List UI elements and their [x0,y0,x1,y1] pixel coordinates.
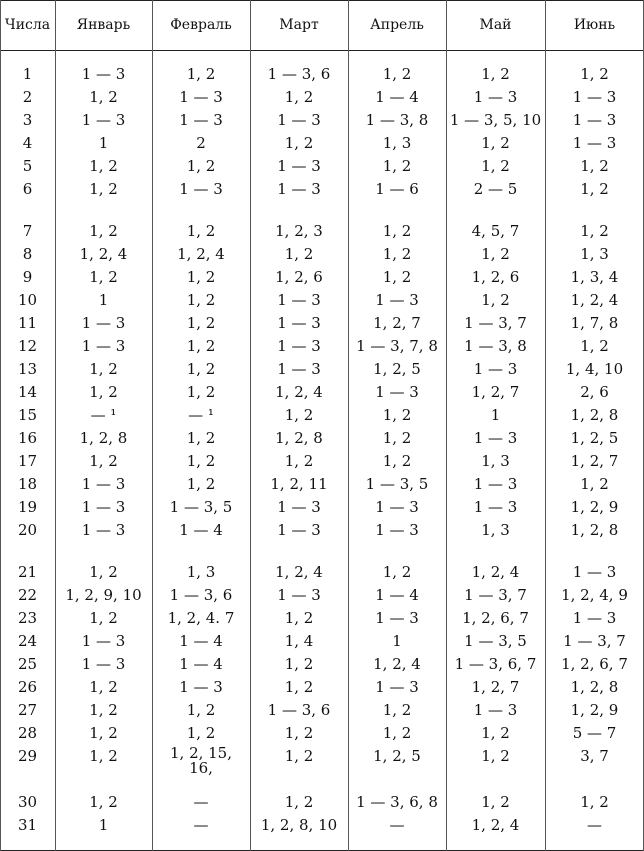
table-cell: 1, 2, 11 [270,474,328,493]
table-cell: 1, 2 [382,428,412,447]
table-cell: 1 — 3 [473,474,518,493]
table-cell: 1 — 3 [375,677,419,696]
table-cell: — ¹ [90,405,117,424]
table-row [0,583,644,606]
table-cell: 1, 2 [186,64,216,83]
table-cell: 1, 2 [186,336,216,355]
table-row [0,108,644,131]
table-cell: 1 — 3 [81,313,126,332]
table-cell: 1 — 3, 6 [169,585,233,604]
table-cell: 1, 2, 4 [177,244,225,263]
table-cell: 1 — 3 [572,608,617,627]
table-cell: 1, 2, 4 [373,654,421,673]
table-cell: 1, 2 [284,746,314,765]
table-cell: 1 — 3, 7 [563,631,626,650]
table-cell: — ¹ [188,405,214,424]
table-row [0,177,644,200]
table-cell: 1, 3 [580,244,609,263]
table-cell: 1 — 3, 6, 7 [454,654,537,673]
day-number-cell: 26 [17,677,38,696]
day-number-cell: 11 [17,313,38,332]
table-cell: 1 — 3 [81,520,126,539]
table-cell: 1 — 3, 6 [267,64,331,83]
table-cell: 1, 2 [89,608,118,627]
table-row [0,288,644,311]
table-cell: 2 [196,133,206,152]
table-cell: 1, 2 [481,723,510,742]
table-cell: 1, 2 [481,64,510,83]
table-cell: — [587,815,602,834]
table-cell: 1, 2 [284,244,314,263]
day-number-cell: 25 [17,654,38,673]
day-number-cell: 3 [22,110,33,129]
day-number-cell: 27 [17,700,38,719]
table-row [0,357,644,380]
table-cell: 1, 2 [284,451,314,470]
header-month-column: Май [479,17,512,33]
table-cell: 1, 2, 5 [373,746,421,765]
table-row [0,495,644,518]
table-cell: 1, 2, 8 [275,428,323,447]
table-cell: 1, 2 [89,562,118,581]
table-cell: 1, 2 [89,700,118,719]
table-cell: 5 — 7 [572,723,617,742]
table-cell: 1, 2, 8 [79,428,128,447]
table-cell: 2 — 5 [473,179,518,198]
day-number-cell: 7 [22,221,33,240]
table-row [0,675,644,698]
table-cell: 1 — 4 [179,631,223,650]
table-cell: 1, 2 [89,723,118,742]
day-number-cell: 28 [17,723,38,742]
table-row [0,242,644,265]
day-number-cell: 16 [17,428,38,447]
table-row [0,744,644,777]
table-cell: 1, 2 [89,451,118,470]
table-cell: 1 — 3, 8 [365,110,429,129]
table-cell: 1, 2 [89,359,118,378]
table-cell: 1 [392,631,402,650]
day-number-cell: 1 [22,64,33,83]
table-cell: 1, 2 [89,677,118,696]
day-number-cell: 19 [17,497,38,516]
table-cell: 1 — 3 [277,359,321,378]
table-cell: 1 [98,290,109,309]
table-cell: 1 — 4 [179,654,223,673]
table-cell: 1, 2, 8 [570,520,619,539]
table-cell: 1, 3, 4 [570,267,619,286]
table-cell: 1, 2 [186,221,216,240]
table-cell: 1, 4, 10 [565,359,624,378]
table-cell: 1 — 3 [572,110,617,129]
table-cell: 1, 2 [89,156,118,175]
table-cell: 1, 2 [284,723,314,742]
table-cell: 1, 2, 9 [570,700,619,719]
table-cell: 1 — 3 [375,382,419,401]
table-cell: 1 — 3 [81,64,126,83]
table-cell: 1, 2 [284,608,314,627]
table-cell: 1, 2 [186,382,216,401]
day-number-cell: 22 [17,585,38,604]
table-cell: 1, 2 [382,700,412,719]
table-row [0,449,644,472]
table-cell: 1, 2 [580,221,609,240]
table-cell: 1 — 3 [179,677,223,696]
header-month-column: Февраль [170,17,232,33]
day-number-cell: 8 [22,244,33,263]
table-cell: 1, 2, 8 [570,405,619,424]
table-cell: 1 — 3 [277,336,321,355]
table-cell: 1, 3 [481,520,510,539]
table-cell: 1, 2, 4 [570,290,619,309]
table-cell: 1, 2 [580,179,609,198]
table-cell: 1, 2 [481,746,510,765]
table-cell: 1, 2 [284,677,314,696]
table-cell: 1, 2, 6, 7 [462,608,529,627]
table-cell: 1, 3 [382,133,412,152]
table-cell: 1 [98,133,109,152]
table-row [0,62,644,85]
table-cell: 1 — 3, 5 [464,631,527,650]
table-cell: 1 — 3 [277,290,321,309]
table-cell: 1, 2, 7 [373,313,421,332]
table-cell: 1, 2 [284,133,314,152]
table-cell: 3, 7 [580,746,609,765]
table-cell: 1 [490,405,501,424]
table-cell: 1, 4 [284,631,314,650]
day-number-cell: 20 [17,520,38,539]
table-cell: 1, 2 [186,313,216,332]
table-cell: — [389,815,405,834]
table-cell: 1 — 3 [375,520,419,539]
table-cell: 1, 2 [89,87,118,106]
table-cell: 1, 2, 4, 9 [561,585,628,604]
day-number-cell: 18 [17,474,38,493]
day-number-cell: 24 [17,631,38,650]
day-number-cell: 17 [17,451,38,470]
day-number-cell: 6 [22,179,33,198]
table-cell: 1 — 4 [179,520,223,539]
table-cell: 1, 2, 8 [570,677,619,696]
table-row [0,311,644,334]
day-number-cell: 29 [17,746,38,765]
table-row [0,606,644,629]
table-cell: 1, 2 [382,221,412,240]
table-cell: 1, 2 [89,179,118,198]
table-cell: 1, 2 [382,156,412,175]
table-cell: 1, 2, 15, 16, [169,744,232,777]
table-cell: 1, 2 [382,723,412,742]
day-number-cell: 23 [17,608,38,627]
table-row [0,403,644,426]
table-cell: 1 — 3 [81,110,126,129]
table-cell: 1, 2 [284,87,314,106]
day-number-cell: 13 [17,359,38,378]
table-cell: 1 — 3 [375,290,419,309]
table-cell: 1 — 3 [277,110,321,129]
table-cell: 1 — 3, 7, 8 [356,336,438,355]
table-row [0,265,644,288]
table-cell: 1 — 3 [375,497,419,516]
table-cell: 1 — 3, 8 [464,336,527,355]
table-cell: 1, 2, 6 [275,267,323,286]
table-row [0,85,644,108]
table-cell: 1, 2 [382,562,412,581]
table-cell: 1 — 3 [81,631,126,650]
day-number-cell: 12 [17,336,38,355]
table-row [0,472,644,495]
day-number-cell: 14 [17,382,38,401]
table-cell: 1, 2 [580,156,609,175]
table-cell: 1 — 3, 5, 10 [449,110,542,129]
table-cell: 1, 2 [284,405,314,424]
table-cell: 1 — 3 [277,313,321,332]
table-cell: 1 — 3 [473,700,518,719]
table-cell: 1, 2, 7 [471,382,520,401]
table-cell: 1 — 3 [572,562,617,581]
table-row [0,219,644,242]
table-cell: 1 — 3, 6, 8 [356,792,438,811]
table-cell: 1, 2 [481,156,510,175]
table-cell: 1, 2 [382,405,412,424]
table-cell: 1, 2 [186,723,216,742]
day-number-cell: 9 [22,267,33,286]
table-cell: 1, 2 [580,474,609,493]
table-cell: 1 — 3 [81,474,126,493]
table-cell: 1, 2, 5 [373,359,421,378]
table-cell: 1, 2, 4 [275,382,323,401]
table-cell: 1 — 3 [81,654,126,673]
table-cell: 1, 2, 4 [471,815,520,834]
table-row [0,652,644,675]
day-number-cell: 10 [17,290,38,309]
table-cell: 1, 2 [186,267,216,286]
table-cell: 1, 2 [481,290,510,309]
table-cell: 1, 2 [186,451,216,470]
day-number-cell: 5 [22,156,33,175]
table-cell: 1, 2 [382,451,412,470]
table-row [0,380,644,403]
table-cell: 1 — 3 [179,110,223,129]
table-cell: 2, 6 [580,382,609,401]
table-row [0,334,644,357]
day-number-cell: 31 [17,815,38,834]
table-cell: 1, 2 [580,64,609,83]
table-cell: 1, 7, 8 [570,313,619,332]
table-cell: 1, 2, 3 [275,221,323,240]
table-cell: 1 — 3 [277,156,321,175]
table-cell: — [193,815,209,834]
table-row [0,518,644,541]
table-cell: 1 — 3 [473,428,518,447]
table-cell: 1, 2 [382,244,412,263]
table-cell: 1, 2 [186,290,216,309]
day-number-cell: 30 [17,792,38,811]
header-day-column: Числа [4,17,51,33]
day-number-cell: 2 [22,87,33,106]
table-cell: 1, 2, 6 [471,267,520,286]
table-cell: 1, 2 [89,221,118,240]
table-cell: 1, 2, 8, 10 [260,815,338,834]
table-cell: 1 — 3 [277,585,321,604]
table-row [0,790,644,813]
header-month-column: Январь [76,17,131,33]
table-cell: 1, 2, 4 [471,562,520,581]
table-cell: 1 — 3, 5 [169,497,233,516]
table-cell: 1, 2 [382,267,412,286]
table-cell: 1 — 3 [473,359,518,378]
table-row [0,629,644,652]
header-month-column: Июнь [573,17,616,33]
table-cell: 1 — 3 [179,87,223,106]
table-cell: 1, 2, 5 [570,428,619,447]
table-cell: 1, 2, 4 [275,562,323,581]
table-cell: 1, 2 [580,792,609,811]
table-cell: 1 — 3 [473,497,518,516]
table-cell: 1 — 3 [81,336,126,355]
table-cell: 1, 2 [481,133,510,152]
header-month-column: Апрель [370,17,424,33]
table-cell: 1, 2, 9, 10 [65,585,142,604]
table-cell: 1, 2 [89,267,118,286]
table-cell: — [193,792,209,811]
table-cell: 1 — 3 [81,497,126,516]
day-number-cell: 4 [22,133,33,152]
table-cell: 1 — 3, 7 [464,585,527,604]
table-cell: 1, 2 [481,792,510,811]
table-cell: 1, 2 [580,336,609,355]
table-cell: 1 — 3 [277,179,321,198]
table-cell: 1, 2 [382,64,412,83]
table-cell: 1 [98,815,109,834]
header-month-column: Март [279,17,319,33]
table-cell: 1 — 3 [179,179,223,198]
table-cell: 1, 2 [284,792,314,811]
table-cell: 1 — 3 [277,520,321,539]
table-cell: 1, 2 [481,244,510,263]
table-row [0,426,644,449]
table-cell: 1, 2, 9 [570,497,619,516]
table-cell: 1, 2 [186,359,216,378]
header-divider [0,50,644,51]
table-row [0,698,644,721]
table-cell: 1, 2, 7 [570,451,619,470]
table-cell: 1, 2, 7 [471,677,520,696]
table-row [0,721,644,744]
day-number-cell: 15 [17,405,38,424]
table-cell: 1, 2 [89,792,118,811]
table-cell: 1 — 3 [375,608,419,627]
table-cell: 1 — 3 [277,497,321,516]
table-row [0,813,644,836]
table-cell: 1, 2 [89,382,118,401]
table-cell: 1, 2 [186,474,216,493]
table-cell: 1 — 3 [572,87,617,106]
table-cell: 1, 2 [186,156,216,175]
table-cell: 1 — 4 [375,87,419,106]
table-cell: 1, 2, 6, 7 [561,654,628,673]
table-cell: 1 — 6 [375,179,419,198]
table-row [0,154,644,177]
table-cell: 1 — 3, 5 [365,474,429,493]
table-cell: 1, 2 [186,700,216,719]
table-cell: 1, 2 [284,654,314,673]
table-cell: 1, 2, 4. 7 [167,608,235,627]
table-cell: 4, 5, 7 [471,221,520,240]
table-cell: 1 — 3, 6 [267,700,331,719]
table-cell: 1, 2, 4 [79,244,128,263]
table-row [0,131,644,154]
table-cell: 1, 2 [89,746,118,765]
table-cell: 1 — 3, 7 [464,313,527,332]
table-cell: 1, 3 [186,562,216,581]
table-cell: 1 — 3 [473,87,518,106]
table-cell: 1 — 4 [375,585,419,604]
day-number-cell: 21 [17,562,38,581]
table-row [0,560,644,583]
table-cell: 1, 3 [481,451,510,470]
table-cell: 1, 2 [186,428,216,447]
table-cell: 1 — 3 [572,133,617,152]
